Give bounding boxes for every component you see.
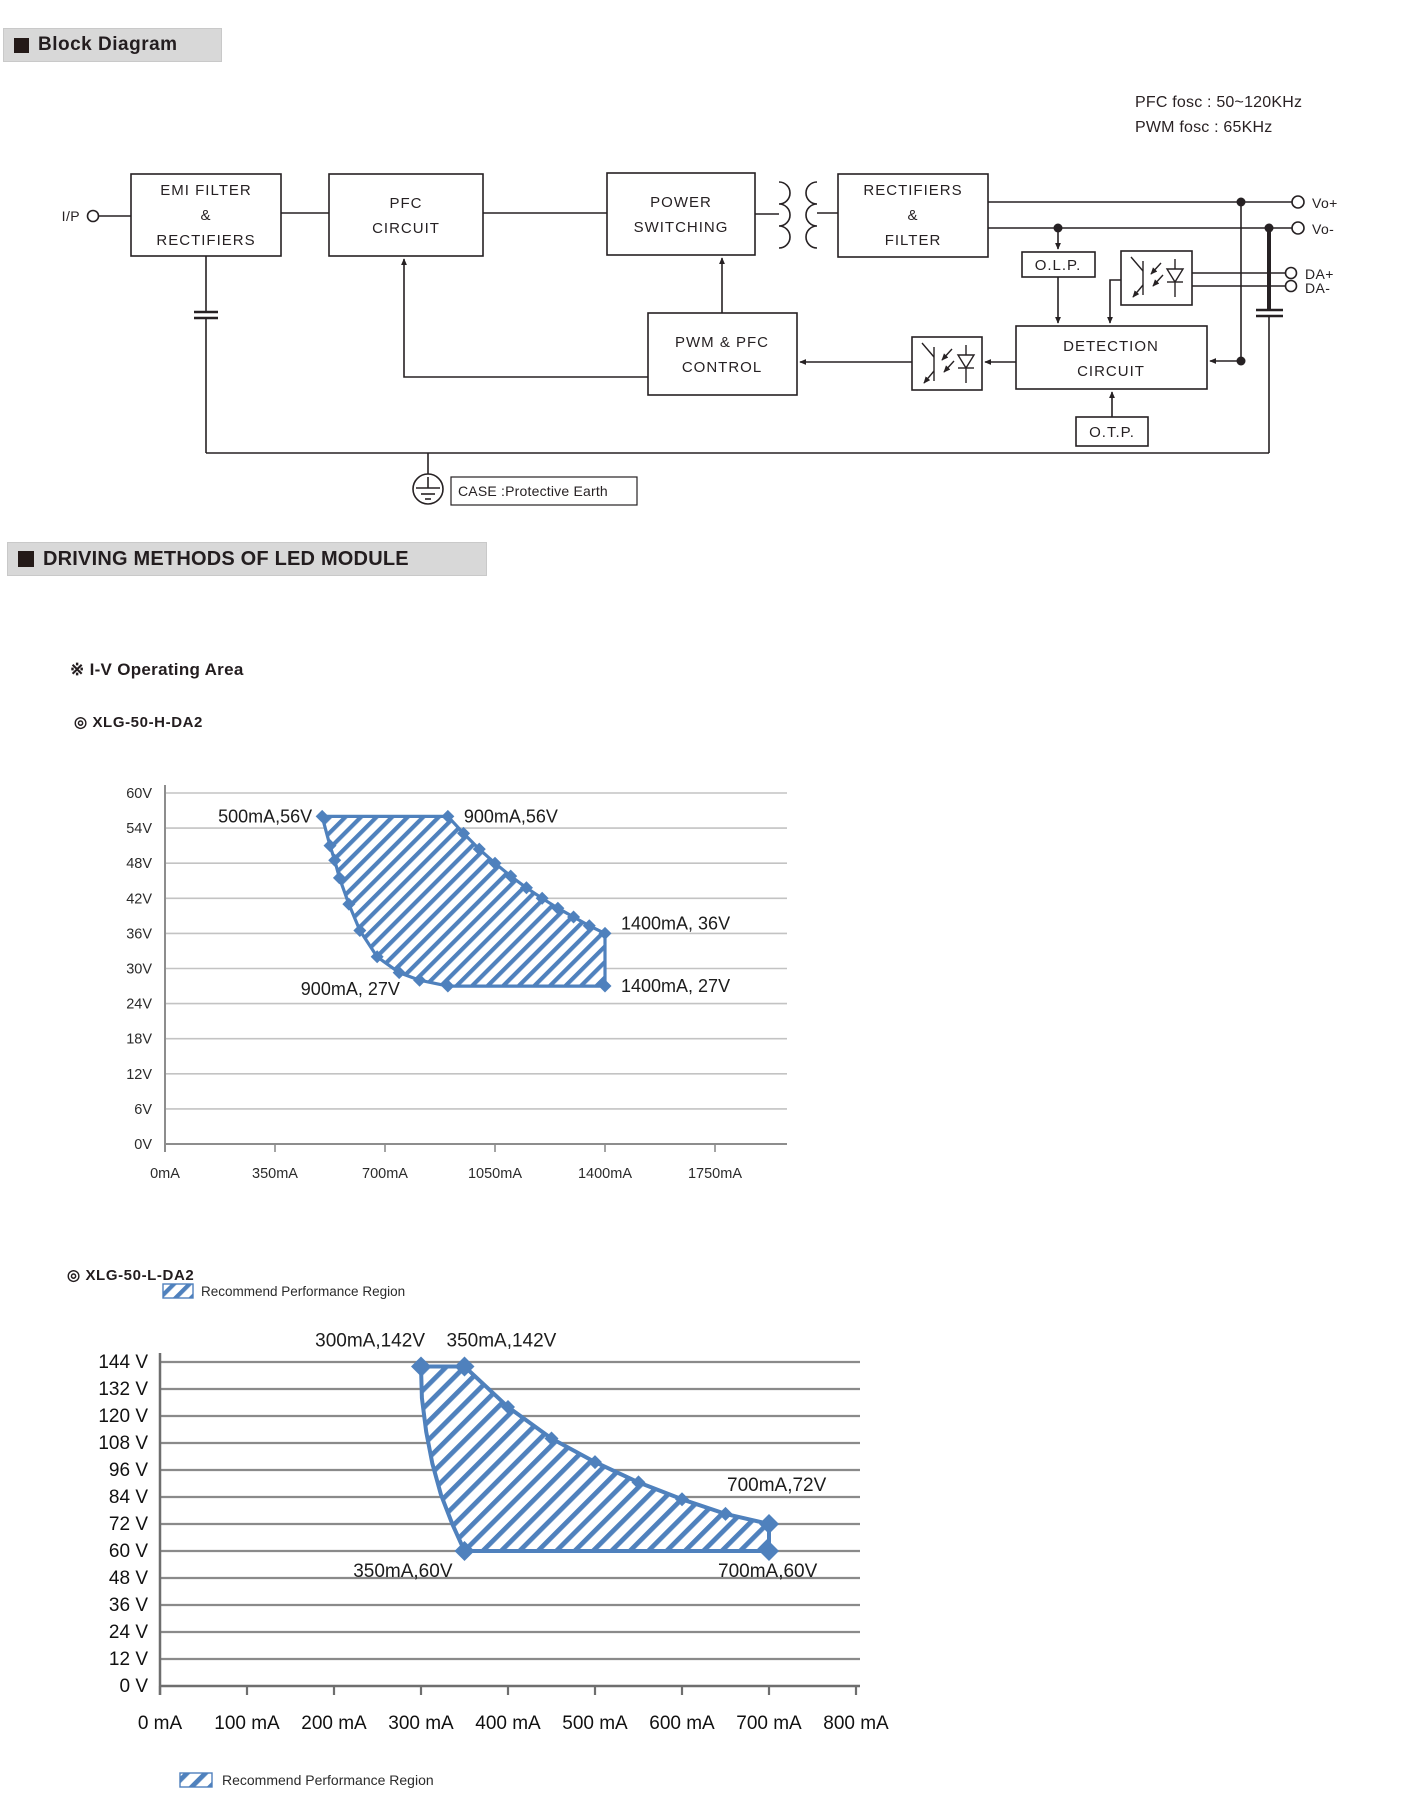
optocoupler-box (1121, 251, 1192, 305)
svg-text:350mA,142V: 350mA,142V (446, 1330, 557, 1352)
svg-text:600 mA: 600 mA (649, 1713, 715, 1734)
svg-text:1400mA, 36V: 1400mA, 36V (621, 913, 731, 934)
emi-box-label: RECTIFIERS (156, 232, 256, 249)
pfc-box-label: CIRCUIT (372, 220, 440, 237)
svg-text:12V: 12V (126, 1066, 152, 1083)
model-heading-xlg-50-l: ◎ XLG-50-L-DA2 (67, 1267, 195, 1284)
svg-text:1750mA: 1750mA (687, 1166, 743, 1182)
rectifiers-box-label: FILTER (884, 232, 942, 249)
svg-text:6V: 6V (134, 1101, 152, 1118)
model-heading-xlg-50-h: ◎ XLG-50-H-DA2 (74, 714, 204, 731)
svg-text:144 V: 144 V (98, 1352, 148, 1373)
legend-label: Recommend Performance Region (222, 1772, 434, 1788)
svg-text:200 mA: 200 mA (301, 1713, 367, 1734)
optocoupler-box (912, 337, 982, 390)
iv-chart-xlg-50-h (0, 755, 900, 1315)
svg-text:900mA,56V: 900mA,56V (463, 806, 558, 827)
da-minus-label: DA- (1305, 280, 1331, 296)
emi-box-label: & (200, 207, 212, 224)
power-switching-box (607, 173, 755, 255)
pfc-box-label: PFC (389, 195, 423, 212)
pwm-pfc-control-box (648, 313, 797, 395)
svg-text:0mA: 0mA (150, 1166, 180, 1182)
section-header-block-diagram (3, 28, 222, 62)
svg-text:300 mA: 300 mA (388, 1713, 454, 1734)
iv-operating-area-heading: ※ I-V Operating Area (70, 660, 244, 679)
svg-text:18V: 18V (126, 1031, 152, 1048)
square-bullet-icon (18, 551, 34, 567)
svg-text:0V: 0V (134, 1137, 152, 1153)
svg-text:900mA, 27V: 900mA, 27V (300, 979, 400, 1000)
svg-text:300mA,142V: 300mA,142V (315, 1330, 425, 1352)
pfc-circuit-box (329, 174, 483, 256)
power-box-label: SWITCHING (633, 219, 729, 236)
svg-text:1400mA: 1400mA (577, 1166, 633, 1182)
svg-text:48 V: 48 V (108, 1568, 148, 1589)
svg-text:350mA: 350mA (252, 1166, 298, 1182)
legend-hatch-swatch (180, 1773, 212, 1787)
section-title: DRIVING METHODS OF LED MODULE (43, 547, 409, 570)
olp-label: O.L.P. (1034, 257, 1082, 274)
vo-minus-terminal (1292, 222, 1304, 234)
svg-text:72 V: 72 V (108, 1514, 148, 1535)
da-minus-terminal (1286, 281, 1297, 292)
svg-text:700mA: 700mA (362, 1166, 408, 1182)
svg-text:1050mA: 1050mA (467, 1166, 523, 1182)
svg-text:0 V: 0 V (119, 1676, 148, 1697)
svg-text:700mA,72V: 700mA,72V (727, 1475, 827, 1496)
svg-text:400 mA: 400 mA (475, 1713, 541, 1734)
svg-text:24 V: 24 V (108, 1622, 148, 1643)
transformer-icon (755, 182, 838, 248)
svg-text:36V: 36V (126, 926, 152, 943)
input-label: I/P (61, 208, 80, 224)
legend-label: Recommend Performance Region (201, 1284, 406, 1299)
detection-box-label: DETECTION (1063, 338, 1159, 355)
svg-text:84 V: 84 V (108, 1487, 148, 1508)
svg-text:500mA,56V: 500mA,56V (218, 806, 313, 827)
chart-legend (180, 1772, 434, 1788)
da-plus-terminal (1286, 268, 1297, 279)
vo-plus-terminal (1292, 196, 1304, 208)
da-plus-label: DA+ (1305, 266, 1334, 282)
svg-text:1400mA, 27V: 1400mA, 27V (621, 976, 731, 997)
svg-text:12 V: 12 V (108, 1649, 148, 1670)
otp-label: O.T.P. (1089, 424, 1135, 441)
svg-text:60V: 60V (126, 786, 152, 802)
iv-chart-xlg-50-l (0, 1295, 950, 1808)
capacitor-icon (1256, 310, 1283, 316)
svg-text:48V: 48V (126, 856, 152, 873)
svg-text:96 V: 96 V (108, 1460, 148, 1481)
svg-text:36 V: 36 V (108, 1595, 148, 1616)
block-diagram-schematic (0, 85, 1410, 530)
svg-text:500 mA: 500 mA (562, 1713, 628, 1734)
detection-box-label: CIRCUIT (1077, 363, 1145, 380)
input-terminal (88, 211, 99, 222)
svg-text:350mA,60V: 350mA,60V (353, 1561, 453, 1582)
svg-text:132 V: 132 V (98, 1379, 148, 1400)
svg-text:700mA,60V: 700mA,60V (718, 1561, 818, 1582)
iv-operating-region (322, 816, 605, 986)
svg-text:700 mA: 700 mA (736, 1713, 802, 1734)
svg-text:54V: 54V (126, 821, 152, 838)
square-bullet-icon (14, 38, 29, 53)
svg-text:108 V: 108 V (98, 1433, 148, 1454)
svg-text:60 V: 60 V (108, 1541, 148, 1562)
svg-text:24V: 24V (126, 996, 152, 1013)
svg-text:800 mA: 800 mA (823, 1713, 889, 1734)
emi-box-label: EMI FILTER (160, 182, 252, 199)
vo-minus-label: Vo- (1312, 221, 1335, 237)
pwm-fosc-note: PWM fosc : 65KHz (1135, 119, 1273, 136)
vo-plus-label: Vo+ (1312, 195, 1338, 211)
pfc-fosc-note: PFC fosc : 50~120KHz (1135, 94, 1303, 111)
power-box-label: POWER (650, 194, 712, 211)
section-title: Block Diagram (38, 34, 178, 55)
svg-text:120 V: 120 V (98, 1406, 148, 1427)
capacitor-icon (194, 312, 218, 318)
pwm-box-label: CONTROL (681, 359, 763, 376)
section-header-driving-methods (7, 542, 487, 576)
svg-text:42V: 42V (126, 891, 152, 908)
svg-text:30V: 30V (126, 961, 152, 978)
case-label: CASE :Protective Earth (458, 483, 608, 499)
rectifiers-box-label: RECTIFIERS (863, 182, 963, 199)
protective-earth-icon (413, 474, 443, 504)
svg-text:0 mA: 0 mA (137, 1713, 183, 1734)
rectifiers-box-label: & (907, 207, 919, 224)
svg-text:100 mA: 100 mA (214, 1713, 280, 1734)
pwm-box-label: PWM & PFC (675, 334, 769, 351)
